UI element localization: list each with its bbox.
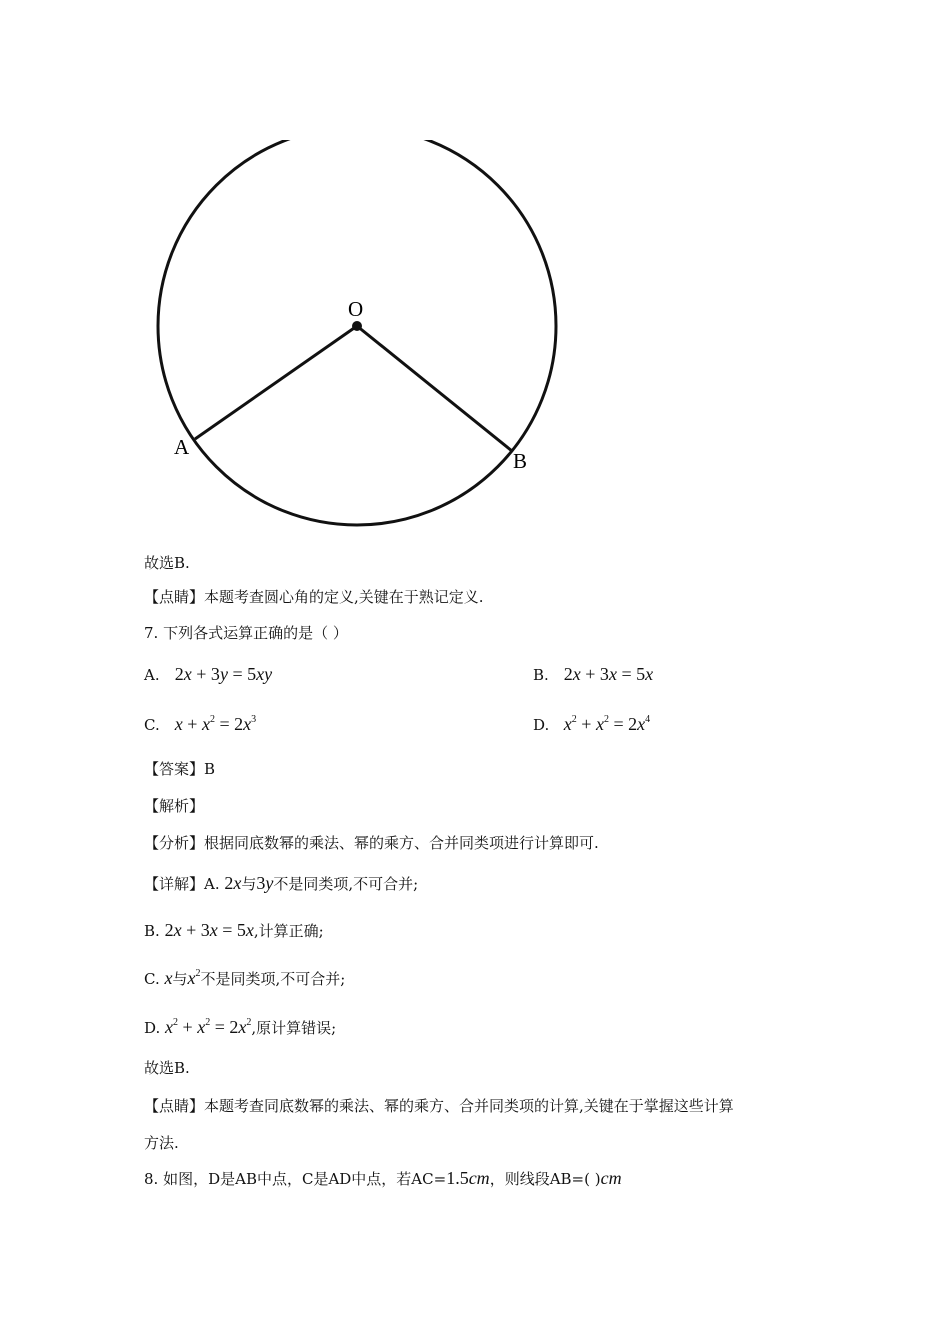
option-b-formula: 2x + 3x = 5x <box>563 664 654 684</box>
detail-d-suffix: ,原计算错误; <box>251 1019 337 1037</box>
option-b-letter: B. <box>533 666 549 684</box>
option-a <box>144 664 272 685</box>
answer-line: 【答案】B <box>144 760 216 778</box>
comment-line: 【点睛】本题考查圆心角的定义,关键在于熟记定义. <box>144 588 484 606</box>
detail-a-term2: 3y <box>256 873 274 893</box>
question-8-stem <box>144 1168 622 1189</box>
option-c <box>144 714 256 735</box>
detail-c-term1: x <box>164 968 173 988</box>
detail-c-prefix: C. <box>144 970 165 988</box>
circle-figure <box>140 140 580 540</box>
detail-a-mid: 与 <box>241 875 257 893</box>
comment-line-2b: 方法. <box>144 1134 179 1152</box>
option-c-letter: C. <box>144 716 160 734</box>
detail-d-formula: $x^2 + x^2 = 2x^2$ <box>165 1017 252 1037</box>
detail-c-mid: 与 <box>172 970 188 988</box>
radius-ob <box>357 326 512 451</box>
label-a: A <box>174 435 190 459</box>
analysis-line: 【分析】根据同底数幂的乘法、幂的乘方、合并同类项进行计算即可. <box>144 834 599 852</box>
detail-c-suffix: 不是同类项,不可合并; <box>200 970 346 988</box>
detail-b-line <box>144 920 324 941</box>
q8-prefix: 8. 如图，D是AB中点，C是AD中点，若AC= <box>144 1170 447 1188</box>
detail-d-line <box>144 1013 336 1038</box>
detail-prefix: 【详解】A. <box>144 875 225 893</box>
detail-b-formula: 2x + 3x = 5x <box>164 920 254 940</box>
q8-number: 1.5 <box>446 1168 469 1188</box>
comment-line-2a: 【点睛】本题考查同底数幂的乘法、幂的乘方、合并同类项的计算,关键在于掌握这些计算 <box>144 1097 734 1115</box>
detail-d-prefix: D. <box>144 1019 166 1037</box>
option-a-letter: A. <box>144 666 160 684</box>
detail-a-line <box>144 873 418 894</box>
detail-b-prefix: B. <box>144 922 165 940</box>
q8-unit: cm <box>468 1168 490 1188</box>
choose-b-line-2: 故选B. <box>144 1059 190 1077</box>
detail-c-line <box>144 964 345 989</box>
label-b: B <box>513 449 528 473</box>
option-a-formula: 2x + 3y = 5xy <box>174 664 273 684</box>
analysis-heading: 【解析】 <box>144 797 205 815</box>
radius-oa <box>195 326 357 439</box>
circle-outline <box>158 140 556 525</box>
label-o: O <box>348 297 364 321</box>
detail-a-term1: 2x <box>224 873 242 893</box>
q8-suffix: ，则线段AB=( ) <box>489 1170 601 1188</box>
detail-a-suffix: 不是同类项,不可合并; <box>273 875 419 893</box>
detail-b-suffix: ,计算正确; <box>253 922 324 940</box>
q8-value <box>446 1168 490 1188</box>
question-7-stem: 7. 下列各式运算正确的是（ ） <box>144 624 348 642</box>
option-c-formula: $x + x^2 = 2x^3$ <box>174 714 257 734</box>
detail-c-term2: $x^2$ <box>187 968 201 988</box>
q8-unit-end: cm <box>600 1168 622 1188</box>
option-b <box>533 664 653 685</box>
choose-b-line: 故选B. <box>144 554 190 572</box>
option-d-letter: D. <box>533 716 550 734</box>
option-d <box>533 714 650 735</box>
option-d-formula: $x^2 + x^2 = 2x^4$ <box>563 714 651 734</box>
center-point <box>352 321 362 331</box>
